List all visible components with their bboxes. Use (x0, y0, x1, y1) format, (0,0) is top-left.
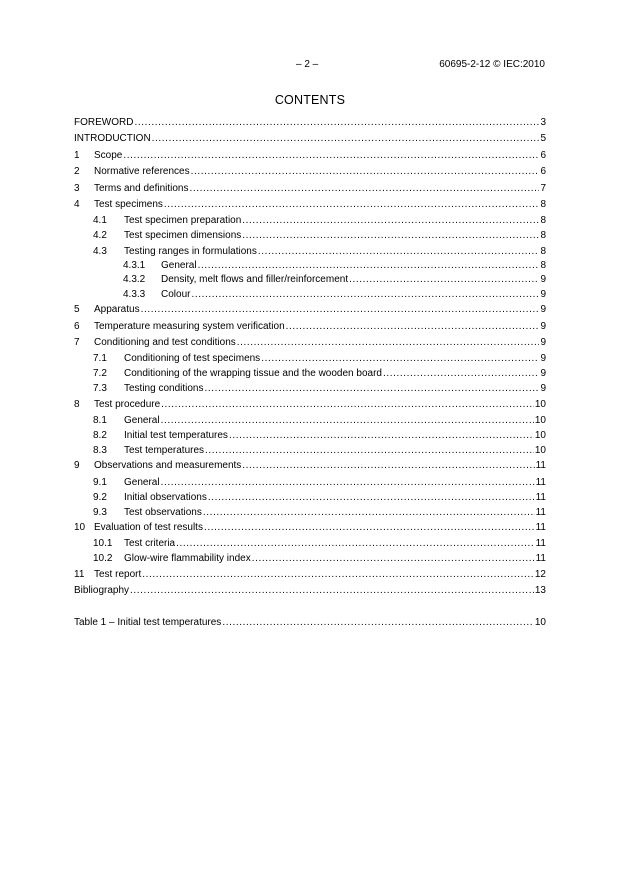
toc-entry-title: Test criteria (124, 536, 176, 551)
dot-leader (130, 583, 534, 599)
toc-entry[interactable] (74, 335, 546, 351)
toc-entry-number: 4.1 (93, 215, 107, 227)
toc-entry-page: 9 (539, 288, 546, 303)
page-number: – 2 – (296, 59, 319, 70)
toc-entry[interactable] (74, 458, 546, 474)
toc-entry-page: 11 (535, 475, 546, 490)
toc-entry-number: 8.1 (93, 414, 107, 426)
toc-entry-title: Normative references (94, 164, 191, 180)
toc-entry-page: 9 (539, 273, 546, 288)
toc-entry-title: Test specimen preparation (124, 213, 242, 228)
toc-entry-number: 4.3.1 (123, 259, 146, 271)
toc-entry[interactable] (74, 273, 546, 288)
dot-leader (134, 115, 539, 131)
dot-leader (152, 131, 540, 147)
dot-leader (222, 615, 534, 631)
toc-entry-number: 8.2 (93, 430, 107, 442)
toc-entry-title: Table 1 – Initial test temperatures (74, 615, 222, 631)
toc-entry-page: 6 (539, 148, 546, 164)
toc-entry[interactable] (74, 443, 546, 458)
dot-leader (161, 397, 534, 413)
toc-entry-title: Test temperatures (124, 443, 205, 458)
toc-entry-title: General (124, 475, 161, 490)
toc-entry-page: 9 (539, 302, 546, 318)
toc-entry-page: 10 (534, 615, 546, 631)
toc-entry-page: 8 (539, 228, 546, 243)
toc-entry-page: 8 (539, 259, 546, 274)
toc-entry-page: 13 (534, 583, 546, 599)
dot-leader (123, 148, 539, 164)
dot-leader (176, 536, 534, 551)
toc-entry-number: 4.3 (93, 245, 107, 257)
toc-entry[interactable] (74, 551, 546, 566)
toc-entry-number: 10.2 (93, 553, 113, 565)
toc-entry-page: 11 (535, 520, 546, 536)
toc-entry-title: Test observations (124, 505, 203, 520)
dot-leader (161, 413, 534, 428)
toc-entry-number: 4.3.3 (123, 288, 146, 300)
toc-entry-number: 5 (74, 304, 80, 316)
toc-entry-title: Glow-wire flammability index (124, 551, 252, 566)
dot-leader (261, 351, 539, 366)
dot-leader (164, 197, 540, 213)
dot-leader (198, 259, 540, 274)
toc-entry[interactable] (74, 148, 546, 164)
dot-leader (242, 458, 534, 474)
toc-entry-title: Test specimen dimensions (124, 228, 242, 243)
toc-entry-title: Scope (94, 148, 123, 164)
toc-entry-number: 9 (74, 460, 80, 472)
toc-entry[interactable] (74, 115, 546, 131)
toc-entry-page: 9 (539, 351, 546, 366)
toc-entry[interactable] (74, 197, 546, 213)
toc-entry-page: 9 (539, 319, 546, 335)
toc-entry-title: Conditioning and test conditions (94, 335, 237, 351)
toc-entry[interactable] (74, 397, 546, 413)
dot-leader (242, 213, 539, 228)
toc-entry-title: Observations and measurements (94, 458, 242, 474)
toc-entry-title: General (161, 259, 198, 274)
toc-entry[interactable] (74, 615, 546, 631)
toc-entry-number: 8 (74, 398, 80, 410)
toc-entry-page: 7 (539, 181, 546, 197)
toc-entry-page: 9 (539, 381, 546, 396)
toc-entry-page: 5 (539, 131, 546, 147)
toc-entry-number: 3 (74, 182, 80, 194)
table-of-contents (74, 115, 546, 599)
dot-leader (190, 181, 540, 197)
dot-leader (191, 164, 540, 180)
toc-entry[interactable] (74, 213, 546, 228)
toc-entry[interactable] (74, 366, 546, 381)
toc-entry-number: 1 (74, 149, 80, 161)
toc-entry-title: Density, melt flows and filler/reinforcement (161, 273, 349, 288)
toc-entry-title: Apparatus (94, 302, 141, 318)
toc-entry-page: 9 (539, 335, 546, 351)
toc-entry-page: 9 (539, 366, 546, 381)
toc-entry[interactable] (74, 490, 546, 505)
list-of-tables (74, 615, 546, 631)
dot-leader (161, 475, 535, 490)
toc-entry-page: 11 (535, 490, 546, 505)
toc-entry-number: 9.1 (93, 476, 107, 488)
toc-entry-title: Evaluation of test results (94, 520, 204, 536)
dot-leader (383, 366, 539, 381)
contents-title: CONTENTS (274, 93, 346, 107)
toc-entry-number: 6 (74, 320, 80, 332)
toc-entry-title: Test procedure (94, 397, 161, 413)
toc-entry-title: Initial observations (124, 490, 208, 505)
toc-entry-title: Initial test temperatures (124, 428, 229, 443)
toc-entry-title: General (124, 413, 161, 428)
toc-entry[interactable] (74, 505, 546, 520)
toc-entry[interactable] (74, 228, 546, 243)
toc-entry-page: 10 (534, 397, 546, 413)
toc-entry-number: 8.3 (93, 445, 107, 457)
toc-entry-number: 4 (74, 198, 80, 210)
toc-entry-number: 7.2 (93, 368, 107, 380)
toc-entry-number: 9.3 (93, 506, 107, 518)
toc-entry[interactable] (74, 302, 546, 318)
toc-entry-title: Testing conditions (124, 381, 205, 396)
toc-entry-title: FOREWORD (74, 115, 134, 131)
toc-entry-title: Conditioning of the wrapping tissue and the wooden board (124, 366, 383, 381)
toc-entry[interactable] (74, 259, 546, 274)
dot-leader (205, 443, 534, 458)
toc-entry[interactable] (74, 319, 546, 335)
dot-leader (258, 244, 540, 259)
toc-entry[interactable] (74, 567, 546, 583)
toc-entry[interactable] (74, 131, 546, 147)
toc-entry-number: 11 (74, 568, 85, 580)
toc-entry-page: 8 (539, 244, 546, 259)
toc-entry[interactable] (74, 475, 546, 490)
dot-leader (203, 505, 535, 520)
toc-entry[interactable] (74, 381, 546, 396)
toc-entry-title: Conditioning of test specimens (124, 351, 261, 366)
dot-leader (237, 335, 540, 351)
toc-entry-title: Colour (161, 288, 191, 303)
toc-entry[interactable] (74, 244, 546, 259)
toc-entry[interactable] (74, 351, 546, 366)
toc-entry-number: 9.2 (93, 491, 107, 503)
dot-leader (204, 520, 535, 536)
toc-entry-number: 2 (74, 166, 80, 178)
toc-entry-number: 7.1 (93, 353, 107, 365)
toc-entry-title: Test report (94, 567, 142, 583)
dot-leader (141, 302, 540, 318)
dot-leader (349, 273, 539, 288)
toc-entry-page: 6 (539, 164, 546, 180)
toc-entry-page: 10 (534, 443, 546, 458)
toc-entry-number: 4.2 (93, 230, 107, 242)
toc-entry[interactable] (74, 413, 546, 428)
dot-leader (229, 428, 534, 443)
toc-entry-page: 11 (535, 505, 546, 520)
toc-entry-page: 12 (534, 567, 546, 583)
toc-entry-title: Temperature measuring system verification (94, 319, 286, 335)
toc-entry-page: 11 (535, 458, 546, 474)
toc-entry[interactable] (74, 164, 546, 180)
toc-entry-page: 10 (534, 428, 546, 443)
toc-entry-number: 10.1 (93, 538, 113, 550)
dot-leader (142, 567, 534, 583)
dot-leader (286, 319, 540, 335)
toc-entry[interactable] (74, 536, 546, 551)
toc-entry[interactable] (74, 181, 546, 197)
dot-leader (252, 551, 535, 566)
toc-entry-page: 11 (535, 551, 546, 566)
dot-leader (191, 288, 539, 303)
toc-entry-title: Bibliography (74, 583, 130, 599)
toc-entry-page: 8 (539, 213, 546, 228)
toc-entry[interactable] (74, 428, 546, 443)
dot-leader (208, 490, 535, 505)
document-reference: 60695-2-12 © IEC:2010 (439, 59, 545, 70)
toc-entry-page: 8 (539, 197, 546, 213)
toc-entry-number: 10 (74, 521, 86, 533)
toc-entry-title: INTRODUCTION (74, 131, 152, 147)
toc-entry-title: Testing ranges in formulations (124, 244, 258, 259)
toc-entry-title: Test specimens (94, 197, 164, 213)
dot-leader (205, 381, 540, 396)
toc-entry[interactable] (74, 520, 546, 536)
toc-entry[interactable] (74, 583, 546, 599)
toc-entry-number: 4.3.2 (123, 274, 146, 286)
toc-entry-page: 11 (535, 536, 546, 551)
toc-entry-page: 3 (539, 115, 546, 131)
toc-entry-page: 10 (534, 413, 546, 428)
toc-entry[interactable] (74, 288, 546, 303)
toc-entry-title: Terms and definitions (94, 181, 190, 197)
dot-leader (242, 228, 539, 243)
toc-entry-number: 7 (74, 336, 80, 348)
toc-entry-number: 7.3 (93, 383, 107, 395)
